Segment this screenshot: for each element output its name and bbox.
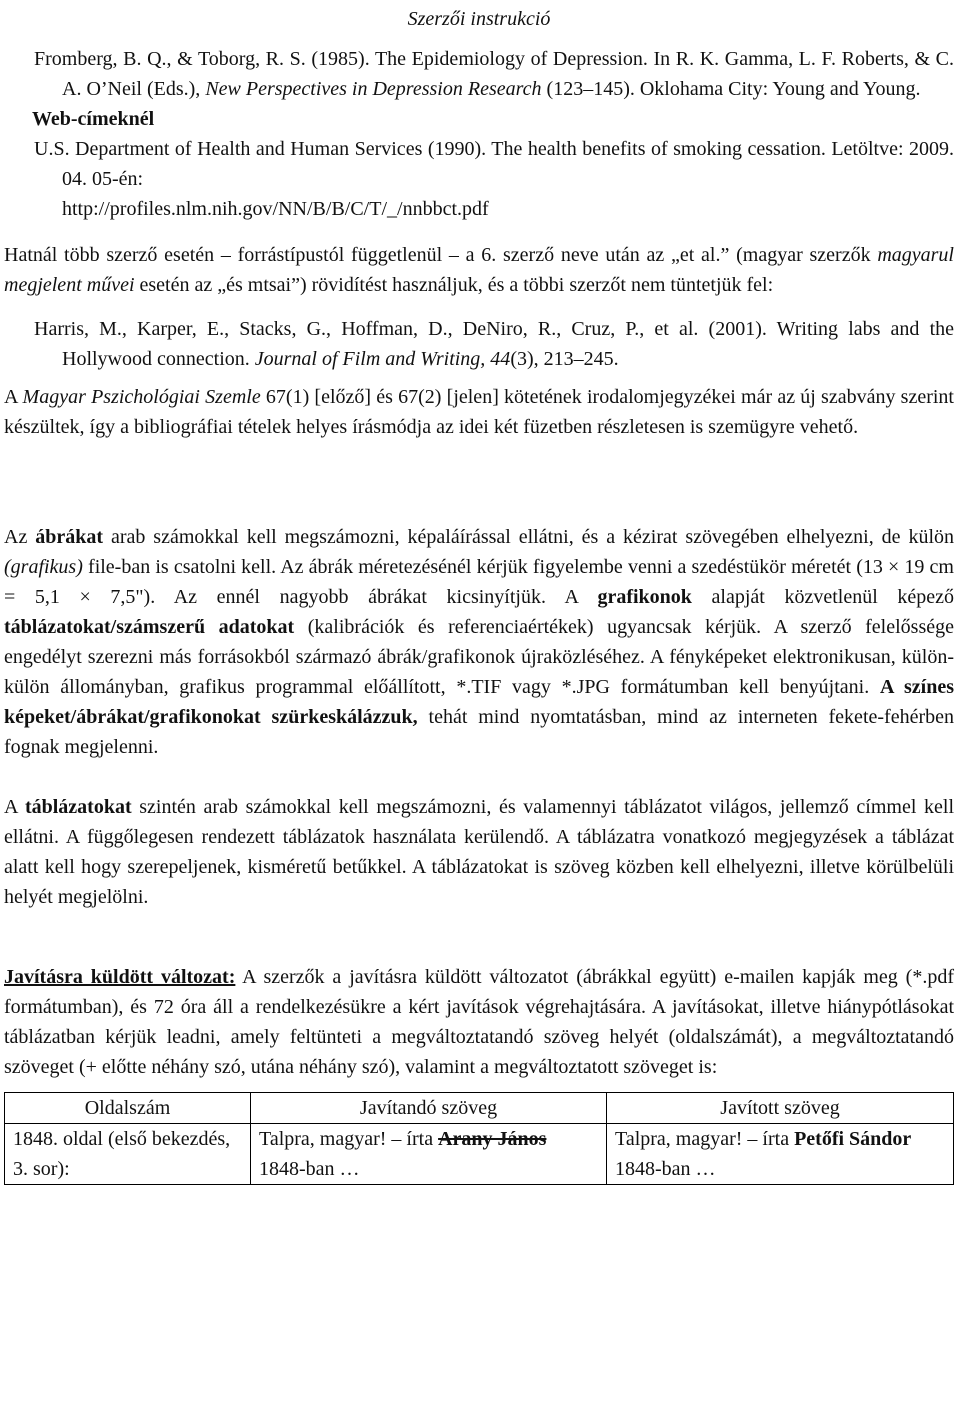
ref-text: Fromberg, B. Q., & Toborg, R. S. (1985). The Epidemiology of Depression. In R. K. Gamma, L. F. Roberts, & C. A. O’Neil (Eds.), xyxy=(34,48,954,100)
cell-bold-text: Petőfi Sándor xyxy=(794,1128,912,1150)
paragraph-abrak xyxy=(4,522,954,762)
para-text: 67(1) [előző] és 67(2) [jelen] kötetének irodalomjegyzékei már az új szabvány szerint készültek, így a bibliográfiai tételek helyes írásmódja az idei két füzetben részletesen is szemügyre vehető. xyxy=(4,386,954,438)
ref-text: Harris, M., Karper, E., Stacks, G., Hoffman, D., DeNiro, R., Cruz, P., et al. (2001). Writing labs and the Hollywood connection. xyxy=(34,318,954,370)
para-text: A xyxy=(4,386,23,408)
table-header-row xyxy=(5,1093,954,1124)
para-text: szintén arab számokkal kell megszámozni, és valamennyi táblázatot világos, jellemző címmel kell ellátni. A függőlegesen rendezett táblázatok használata kerülendő. A táblázatra vonatkozó megjegyzések a táblázat alatt kell hogy szerepeljenek, kisméretű betűkkel. A táblázatokat is szöveg közben kell elhelyezni, illetve körülbelüli helyét megjelölni. xyxy=(4,796,954,908)
ref-text: U.S. Department of Health and Human Services (1990). The health benefits of smoking cessation. Letöltve: 2009. 04. 05-én: xyxy=(34,138,954,190)
para-bold-underlined: Javításra küldött változat: xyxy=(4,966,236,988)
table-header-cell: Oldalszám xyxy=(5,1093,251,1124)
table-cell-corrected xyxy=(607,1124,954,1185)
para-text: tehát mind nyomtatásban, mind az interneten fekete-fehérben fognak megjelenni. xyxy=(4,706,954,758)
document-page xyxy=(4,0,954,1185)
para-bold: táblázatokat xyxy=(24,796,132,818)
para-bold: ábrákat xyxy=(35,526,104,548)
para-bold: táblázatokat/számszerű adatokat xyxy=(4,616,295,638)
running-header: Szerzői instrukció xyxy=(407,8,551,30)
ref-book-title: New Perspectives in Depression Research xyxy=(205,78,542,100)
para-text: file-ban is csatolni kell. Az ábrák méretezésénél kérjük figyelembe venni a szedéstükör méretét (13 × 19 cm = 5,1 × 7,5"). Az ennél nagyobb ábrákat kicsinyítjük. A xyxy=(4,556,954,608)
para-text: alapját közvetlenül képező xyxy=(691,586,954,608)
reference-fromberg xyxy=(4,44,954,104)
reference-url: http://profiles.nlm.nih.gov/NN/B/B/C/T/_/nnbbct.pdf xyxy=(62,198,489,220)
cell-text: 1848-ban … xyxy=(615,1158,716,1180)
paragraph-szemle xyxy=(4,382,954,442)
ref-text: (123–145). Oklohama City: Young and Young. xyxy=(541,78,921,100)
paragraph-tablazat xyxy=(4,792,954,912)
paragraph-javitas xyxy=(4,962,954,1082)
para-text: Az xyxy=(4,526,36,548)
table-header-cell: Javítandó szöveg xyxy=(251,1093,607,1124)
reference-harris xyxy=(4,314,954,374)
ref-journal: Journal of Film and Writing, 44 xyxy=(254,348,511,370)
para-text: A xyxy=(4,796,25,818)
para-text: A szerzők a javításra küldött változatot (ábrákkal együtt) e-mailen kapják meg (*.pdf formátumban), és 72 óra áll a rendelkezésükre a kért javítások végrehajtására. A javításokat, illetve hiánypótlásokat táblázatban kérjük leadni, amely feltünteti a megváltoztatandó szöveg helyét (oldalszámát), a megváltoztatandó szöveget (+ előtte néhány szó, utána néhány szó), valamint a megváltoztatott szöveget is: xyxy=(4,966,954,1078)
para-text: arab számokkal kell megszámozni, képaláírással ellátni, és a kézirat szövegében elhelyezni, de külön xyxy=(103,526,955,548)
table-cell-page: 1848. oldal (első bekezdés, 3. sor): xyxy=(5,1124,251,1185)
para-italic: (grafikus) xyxy=(4,556,83,578)
cell-strike-text: Arany János xyxy=(438,1128,547,1150)
table-cell-original xyxy=(251,1124,607,1185)
paragraph-et-al xyxy=(4,240,954,300)
para-italic: Magyar Pszichológiai Szemle xyxy=(22,386,261,408)
cell-text: Talpra, magyar! – írta xyxy=(259,1128,439,1150)
para-text: (kalibrációk és referenciaértékek) ugyancsak kérjük. A szerző felelőssége engedélyt szerezni más forrásokból származó ábrák/grafikonok újraközléséhez. A fényképeket elektronikusan, külön-külön állományban, grafikus programmal előállított, *.TIF vagy *.JPG formátumban kell benyújtani. xyxy=(4,616,954,698)
para-italic: magyarul megjelent művei xyxy=(4,244,954,296)
para-bold: A színes képeket/ábrákat/grafikonokat szürkeskálázzuk, xyxy=(4,676,954,728)
ref-text: (3), 213–245. xyxy=(510,348,619,370)
para-bold: grafikonok xyxy=(597,586,692,608)
web-heading: Web-címeknél xyxy=(32,108,155,130)
table-header-cell: Javított szöveg xyxy=(607,1093,954,1124)
correction-table xyxy=(4,1092,954,1185)
para-text: esetén az „és mtsai”) rövidítést használjuk, és a többi szerzőt nem tüntetjük fel: xyxy=(134,274,774,296)
table-row xyxy=(5,1124,954,1185)
cell-text: 1848-ban … xyxy=(259,1158,360,1180)
reference-hhs xyxy=(4,134,954,194)
cell-text: Talpra, magyar! – írta xyxy=(615,1128,795,1150)
para-text: Hatnál több szerző esetén – forrástípustól függetlenül – a 6. szerző neve után az „et al.” (magyar szerzők xyxy=(4,244,878,266)
